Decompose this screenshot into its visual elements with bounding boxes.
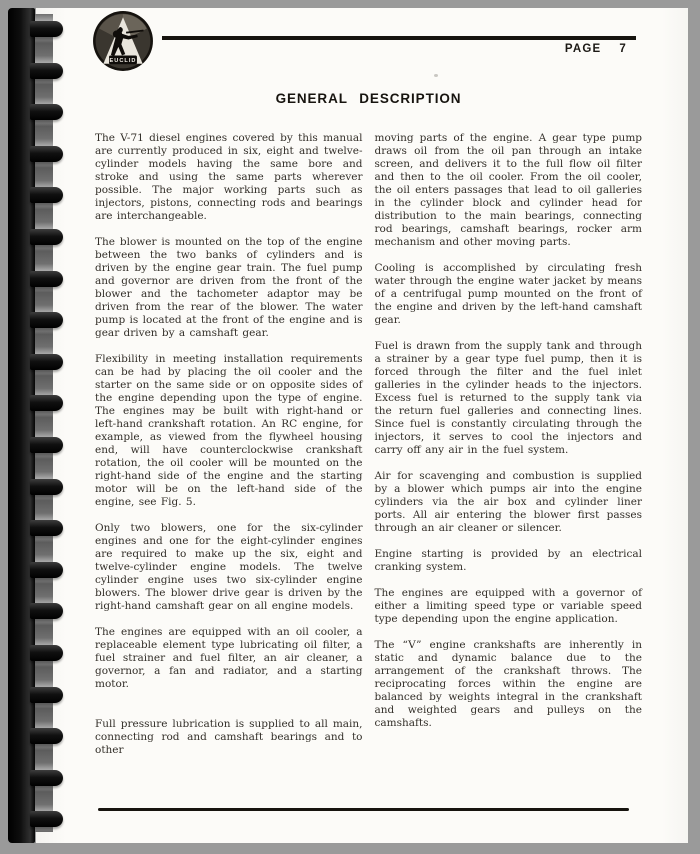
binding-tooth: [30, 395, 63, 411]
binding-tooth: [30, 354, 63, 370]
binding-tooth: [30, 271, 63, 287]
binding-tooth: [30, 63, 63, 79]
binding-tooth: [30, 811, 63, 827]
binding-tooth: [30, 562, 63, 578]
paragraph: The “V” engine crankshafts are inherently in static and dynamic balance due to the arrangement of the crankshaft throws. The reciprocating forces within the engine are balanced by weights integral in the crankshaft and weighted gears and pulleys on the camshafts.: [374, 639, 642, 729]
binding-tooth: [30, 104, 63, 120]
binding-tooth: [30, 21, 63, 37]
binding-tooth: [30, 312, 63, 328]
paragraph: The engines are equipped with a governor of either a limiting speed type or variable speed type depending upon the engine application.: [374, 587, 642, 625]
paragraph: The V-71 diesel engines covered by this manual are currently produced in six, eight and twelve-cylinder models having the same bore and stroke and using the same parts wherever possible. The major working parts such as injectors, pistons, connecting rods and bearings are interchangeable.: [95, 132, 363, 222]
binding-tooth: [30, 437, 63, 453]
binding-tooth: [30, 229, 63, 245]
binding-tooth: [30, 520, 63, 536]
page-paper: [36, 8, 688, 843]
euclid-logo-icon: [92, 10, 154, 72]
paragraph: Fuel is drawn from the supply tank and through a strainer by a gear type fuel pump, then it is forced through the filter and the fuel inlet galleries in the cylinder heads to the injectors. Excess fuel is returned to the supply tank via the return fuel galleries and connecting lines. Since fuel is constantly circulating through the injectors, it serves to cool the injectors and carry off any air in the fuel system.: [374, 340, 642, 456]
binding-tooth: [30, 603, 63, 619]
euclid-logo-text: EUCLID: [109, 58, 137, 65]
paragraph: The engines are equipped with an oil cooler, a replaceable element type lubricating oil filter, a fuel strainer and fuel filter, an air cleaner, a governor, a fan and radiator, and a starting motor.: [95, 626, 363, 690]
binding-spine: [8, 8, 35, 843]
right-column: [375, 132, 643, 770]
footer-rule: [98, 808, 629, 811]
paragraph: Flexibility in meeting installation requirements can be had by placing the oil cooler and the starter on the same side or on opposite sides of the engine depending upon the type of engine. The engines may be built with right-hand or left-hand crankshaft rotation. An RC engine, for example, as viewed from the flywheel housing end, will have counterclockwise crankshaft rotation, the oil cooler will be mounted on the right-hand side of the engine and the starting motor will be on the left-hand side of the engine, see Fig. 5.: [95, 353, 363, 508]
binding-comb-back: [34, 14, 53, 832]
binding-tooth: [30, 687, 63, 703]
paragraph: Only two blowers, one for the six-cylinder engines and one for the eight-cylinder engines are required to make up the six, eight and twelve-cylinder engine models. The twelve cylinder engine uses two six-cylinder engine blowers. The blower drive gear is driven by the right-hand camshaft gear on all engine models.: [95, 522, 363, 612]
paragraph: Full pressure lubrication is supplied to all main, connecting rod and camshaft bearings and to other: [95, 718, 363, 756]
binding-tooth: [30, 187, 63, 203]
binding-tooth: [30, 770, 63, 786]
paragraph: The blower is mounted on the top of the engine between the two banks of cylinders and is driven by the engine gear train. The fuel pump and governor are driven from the front of the blower and the tachometer adaptor may be driven from the rear of the blower. The water pump is located at the front of the engine and is gear driven by a camshaft gear.: [95, 236, 363, 339]
paragraph: Engine starting is provided by an electrical cranking system.: [374, 548, 642, 573]
binding-tooth: [30, 728, 63, 744]
header-rule: [162, 36, 636, 40]
binding-tooth: [30, 479, 63, 495]
left-column: [95, 132, 363, 770]
page-label: PAGE: [564, 43, 602, 55]
page-indicator: [565, 43, 627, 55]
body-columns: [95, 132, 642, 770]
binding-tooth: [30, 146, 63, 162]
binding-tooth: [30, 645, 63, 661]
page-number: 7: [619, 43, 627, 55]
scan-speck: [434, 74, 438, 77]
euclid-logo-svg: [92, 10, 154, 72]
paragraph: moving parts of the engine. A gear type pump draws oil from the oil pan through an intake screen, and delivers it to the full flow oil filter and then to the oil cooler. From the oil cooler, the oil enters passages that lead to oil galleries in the cylinder block and cylinder head for distribution to the main bearings, connecting rod bearings, camshaft bearings, rocker arm mechanism and other moving parts.: [374, 132, 642, 248]
paragraph: Air for scavenging and combustion is supplied by a blower which pumps air into the engine cylinders via the air box and cylinder liner ports. All air entering the blower first passes through an air cleaner or silencer.: [374, 470, 642, 534]
page-title: GENERAL DESCRIPTION: [275, 91, 462, 106]
paragraph: Cooling is accomplished by circulating fresh water through the engine water jacket by means of a centrifugal pump mounted on the front of the engine and driven by the left-hand camshaft gear.: [374, 262, 642, 326]
